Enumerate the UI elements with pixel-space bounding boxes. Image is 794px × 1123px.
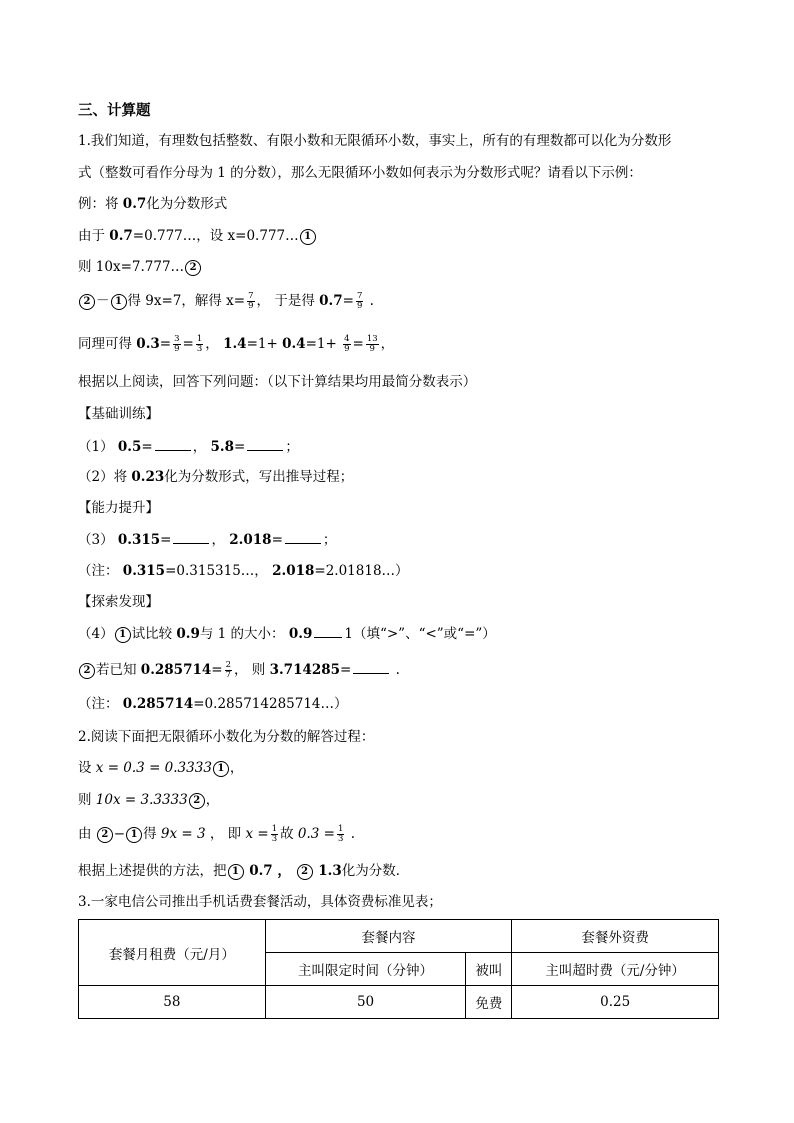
- fraction: $\frac{7}{9}$: [248, 291, 254, 311]
- answer-blank[interactable]: [173, 529, 209, 544]
- answer-blank[interactable]: [314, 623, 342, 638]
- header-overtime: 主叫超时费（元/分钟）: [512, 953, 719, 986]
- cell-limit: 50: [265, 986, 466, 1019]
- heading-explore: 【探索发现】: [78, 594, 159, 610]
- answer-blank[interactable]: [353, 659, 389, 674]
- fraction: $\frac{3}{9}$: [174, 334, 180, 354]
- fraction: $\frac{2}{7}$: [225, 660, 231, 680]
- q1-intro-line1: 1.我们知道，有理数包括整数、有限小数和无限循环小数，事实上，所有的有理数都可以化为分数形: [78, 133, 672, 149]
- q1-note1: （注： 0.315=0.315315…， 2.018=2.01818…）: [78, 563, 409, 579]
- q1-read-prompt: 根据以上阅读，回答下列问题：（以下计算结果均用最简分数表示）: [78, 374, 477, 390]
- q3-intro: 3.一家电信公司推出手机话费套餐活动，具体资费标准见表；: [78, 894, 442, 910]
- q1-e4b: 2 若已知 0.285714= $\frac{2}{7}$ ， 则 3.714285= .: [78, 659, 400, 680]
- q1-b2: （2）将 0.23化为分数形式，写出推导过程；: [78, 469, 354, 485]
- q1-step1: 由于 0.7=0.777…，设 x=0.777… 1: [78, 226, 317, 246]
- table-row: [79, 920, 719, 953]
- q2-line3: 由 2 − 1 得 9x = 3 ， 即 x = $\frac{1}{3}$ 故 0.3 = $\frac{1}{3}$ .: [78, 824, 355, 844]
- answer-blank[interactable]: [247, 436, 283, 451]
- q2-intro: 2.阅读下面把无限循环小数化为分数的解答过程：: [78, 729, 375, 745]
- q2-line2: 则 10x = 3.3333 2 ，: [78, 792, 220, 808]
- fraction: $\frac{7}{9}$: [356, 291, 363, 311]
- q1-note2: （注： 0.285714=0.285714285714…）: [78, 696, 348, 712]
- q1-similar: 同理可得 0.3= $\frac{3}{9}$ = $\frac{1}{3}$ ， 1.4=1+ 0.4=1+ $\frac{4}{9}$ = $\frac{13}{9}$ ，: [78, 334, 395, 354]
- repeating-decimal: 0.7: [122, 196, 147, 212]
- header-monthly: 套餐月租费（元/月）: [79, 920, 266, 986]
- fraction: $\frac{1}{3}$: [337, 824, 344, 844]
- cell-called: 免费: [466, 986, 512, 1019]
- section-title: 三、计算题: [78, 102, 151, 119]
- q1-a3: （3） 0.315= ， 2.018= ；: [78, 529, 336, 550]
- header-called: 被叫: [466, 953, 512, 986]
- header-extra: 套餐外资费: [512, 920, 719, 953]
- answer-blank[interactable]: [285, 529, 321, 544]
- q1-b1: （1） 0.5= ， 5.8= ；: [78, 436, 299, 457]
- q2-task: 根据上述提供的方法，把 1 0.7 ， 2 1.3化为分数．: [78, 863, 410, 879]
- cell-monthly: 58: [79, 986, 266, 1019]
- fee-table: [78, 919, 719, 1019]
- q1-step2: 则 10x=7.777… 2: [78, 257, 202, 277]
- q2-line1: 设 x = 0.3 = 0.3333 1 ，: [78, 760, 244, 776]
- fraction: $\frac{13}{9}$: [366, 334, 378, 354]
- q1-step3: 2 － 1 得 9x=7，解得 x= $\frac{7}{9}$ ， 于是得 0.7= $\frac{7}{9}$ .: [78, 291, 374, 311]
- q1-e4: （4） 1 试比较 0.9与 1 的大小： 0.9 1（填“>”、“<”或“=”）: [78, 623, 496, 644]
- fraction: $\frac{1}{3}$: [271, 824, 278, 844]
- cell-overtime: 0.25: [512, 986, 719, 1019]
- q1-example: 例：将 0.7化为分数形式: [78, 196, 228, 212]
- circle-one: 1: [300, 229, 316, 245]
- fraction: $\frac{4}{9}$: [344, 334, 350, 354]
- fraction: $\frac{1}{3}$: [196, 334, 203, 354]
- heading-ability: 【能力提升】: [78, 500, 159, 516]
- answer-blank[interactable]: [155, 436, 191, 451]
- q1-intro-line2: 式（整数可看作分母为 1 的分数），那么无限循环小数如何表示为分数形式呢？请看以下示例：: [78, 165, 642, 181]
- header-limit: 主叫限定时间（分钟）: [265, 953, 466, 986]
- heading-basic: 【基础训练】: [78, 406, 159, 422]
- circle-two: 2: [185, 260, 201, 276]
- header-content: 套餐内容: [265, 920, 512, 953]
- table-row: [79, 986, 719, 1019]
